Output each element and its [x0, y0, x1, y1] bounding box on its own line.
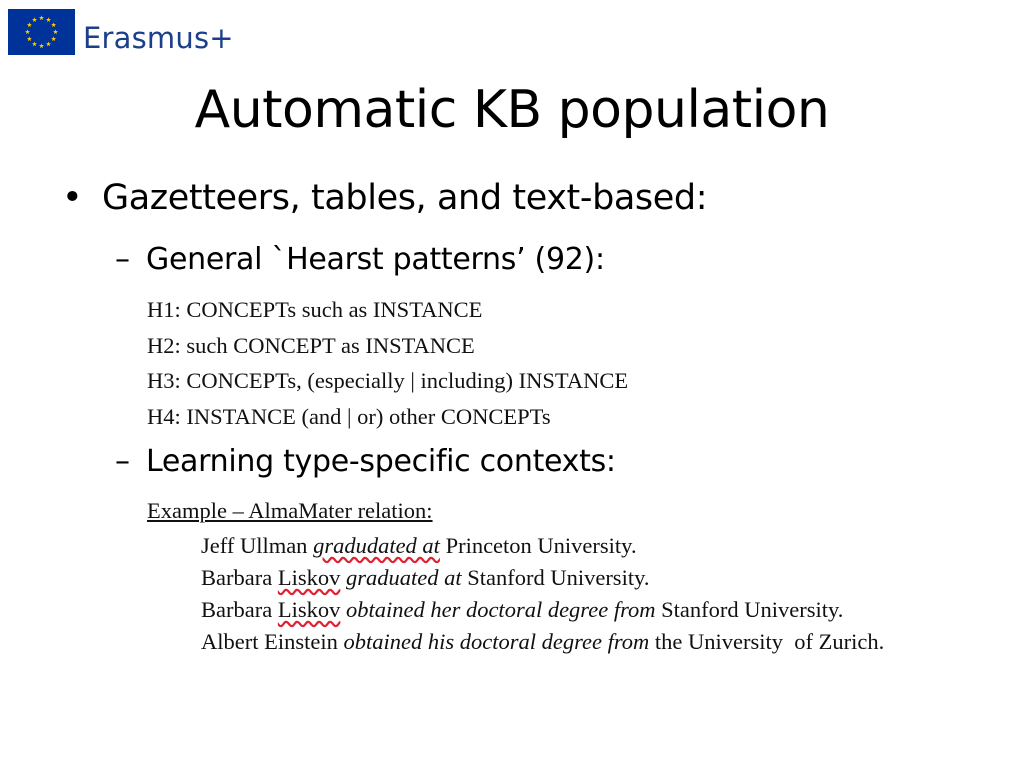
star-icon: [46, 17, 51, 22]
example-object: Princeton University.: [445, 533, 637, 558]
star-icon: [25, 29, 30, 34]
example-object: Stanford University.: [661, 597, 844, 622]
example-entity: Albert Einstein: [201, 629, 338, 654]
star-icon: [39, 43, 44, 48]
star-icon: [27, 36, 32, 41]
example-object: the University of Zurich.: [654, 629, 885, 654]
example-sentences: [201, 530, 884, 658]
example-line: [201, 626, 884, 658]
pattern-h2: H2: such CONCEPT as INSTANCE: [147, 332, 475, 358]
sub-bullet-learning: [115, 444, 616, 479]
example-line: [201, 562, 884, 594]
example-entity: Jeff Ullman: [201, 533, 308, 558]
bullet-text: Gazetteers, tables, and text-based:: [102, 178, 708, 218]
dash-symbol: –: [115, 242, 130, 277]
example-entity-last: Liskov: [277, 565, 341, 590]
dash-symbol: –: [115, 444, 130, 479]
example-heading: Example – AlmaMater relation:: [147, 498, 433, 523]
pattern-h3: H3: CONCEPTs, (especially | including) INSTANCE: [147, 368, 629, 393]
eu-stars-icon: [8, 9, 75, 55]
pattern-h1: H1: CONCEPTs such as INSTANCE: [147, 297, 483, 322]
sub-bullet-text: Learning type-specific contexts:: [146, 444, 616, 479]
star-icon: [53, 29, 58, 34]
example-pattern: graduated at: [345, 565, 462, 590]
example-pattern: obtained her doctoral degree from: [345, 597, 656, 622]
star-icon: [32, 42, 37, 47]
star-icon: [51, 22, 56, 27]
example-line: [201, 594, 884, 626]
star-icon: [27, 22, 32, 27]
example-line: [201, 530, 884, 562]
example-pattern: obtained his doctoral degree from: [343, 629, 650, 654]
sub-bullet-hearst: [115, 242, 605, 277]
example-pattern: gradudated at: [313, 533, 440, 558]
pattern-h4: H4: INSTANCE (and | or) other CONCEPTs: [147, 403, 551, 429]
erasmus-logo: [8, 9, 234, 55]
star-icon: [46, 42, 51, 47]
star-icon: [51, 36, 56, 41]
eu-flag-icon: [8, 9, 75, 55]
example-entity-first: Barbara: [201, 565, 273, 590]
example-object: Stanford University.: [467, 565, 650, 590]
bullet-symbol: •: [62, 178, 83, 218]
star-icon: [32, 17, 37, 22]
erasmus-brand-text: Erasmus+: [83, 21, 234, 55]
main-bullet: [62, 178, 707, 218]
star-icon: [39, 15, 44, 20]
slide-title: Automatic KB population: [194, 80, 830, 140]
sub-bullet-text: General `Hearst patterns’ (92):: [146, 242, 605, 277]
example-entity-first: Barbara: [201, 597, 273, 622]
hearst-patterns-list: [147, 292, 628, 434]
example-entity-last: Liskov: [277, 597, 341, 622]
